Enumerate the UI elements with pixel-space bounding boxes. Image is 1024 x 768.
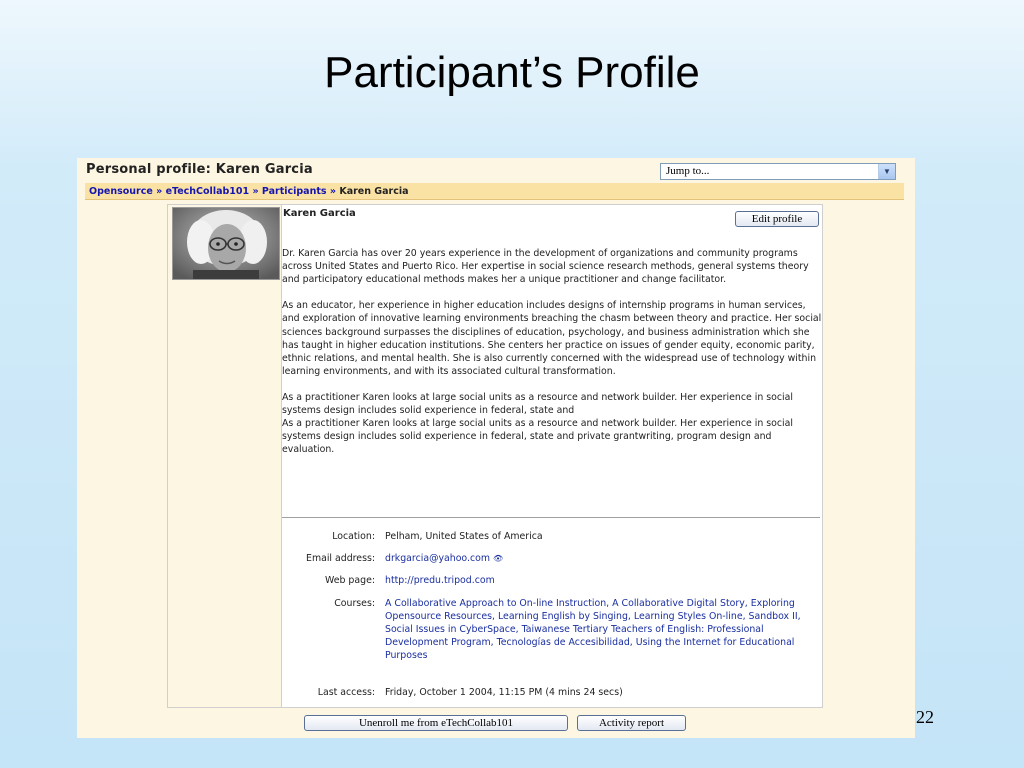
avatar-column — [168, 205, 282, 707]
profile-name: Karen Garcia — [283, 208, 356, 219]
email-label: Email address: — [306, 553, 375, 564]
jump-to-value: Jump to... — [666, 165, 710, 177]
webpage-link[interactable]: http://predu.tripod.com — [385, 575, 495, 586]
email-link[interactable]: drkgarcia@yahoo.com — [385, 553, 491, 564]
description-paragraph: As a practitioner Karen looks at large social units as a resource and network builder. Her experience in social systems design includes solid experience in federal, state and As a practitioner Karen looks at large social units as a resource and network builder. Her experience in social systems design includes solid experience in federal, state and private grantwriting, program design and evaluation. — [282, 392, 794, 456]
lastaccess-value: Friday, October 1 2004, 11:15 PM (4 mins 24 secs) — [385, 687, 623, 698]
courses-links[interactable]: A Collaborative Approach to On-line Instruction, A Collaborative Digital Story, Exploring Opensource Resources, Learning English by Singing, Learning Styles On-line, Sandbox II, Social Issues in CyberSpace, Taiwanese Tertiary Teachers of English: Professional Development Program, Tecnologías de Accesibilidad, Using the Internet for Educational Purposes — [385, 598, 801, 662]
edit-profile-button[interactable]: Edit profile — [735, 211, 819, 227]
lastaccess-label: Last access: — [317, 687, 375, 698]
breadcrumb-link-course[interactable]: eTechCollab101 — [165, 186, 250, 197]
chevron-down-icon[interactable]: ▼ — [878, 164, 895, 179]
breadcrumb-separator: » — [156, 186, 163, 197]
breadcrumb-separator: » — [329, 186, 337, 197]
description-paragraph: Dr. Karen Garcia has over 20 years experience in the development of organizations and community programs across United States and Puerto Rico. Her expertise in social science research methods, general systems theory and participatory educational methods makes her a unique practitioner and change facilitator. — [282, 248, 809, 286]
avatar — [172, 207, 280, 280]
description-paragraph: As an educator, her experience in higher education includes designs of internship programs in human services, and exploration of innovative learning environments breaching the chasm between theory and practice. Her social sciences background surpasses the disciplines of education, psychology, and business administration which she has taught in higher education institutions. She centers her practice on issues of gender equity, economic parity, ethnic relations, and mental health. She is also currently concerned with the widespread use of technology within learning environments, and with its associated cultural transformation. — [282, 300, 822, 377]
profile-description — [282, 247, 822, 470]
breadcrumb-link-opensource[interactable]: Opensource — [89, 186, 153, 197]
breadcrumb-current: Karen Garcia — [339, 186, 409, 197]
breadcrumb — [85, 183, 904, 200]
breadcrumb-separator: » — [252, 186, 259, 197]
location-label: Location: — [332, 531, 375, 542]
divider — [282, 517, 820, 518]
activity-report-button[interactable]: Activity report — [577, 715, 686, 731]
courses-label: Courses: — [334, 598, 375, 609]
slide-number: 22 — [916, 707, 934, 727]
slide-title: Participant’s Profile — [324, 48, 700, 97]
location-value: Pelham, United States of America — [385, 531, 543, 542]
breadcrumb-link-participants[interactable]: Participants — [261, 186, 327, 197]
profile-screenshot — [77, 158, 915, 738]
unenroll-button[interactable]: Unenroll me from eTechCollab101 — [304, 715, 568, 731]
jump-to-select[interactable] — [660, 163, 896, 180]
webpage-label: Web page: — [325, 575, 375, 586]
profile-heading: Personal profile: Karen Garcia — [86, 162, 313, 177]
avatar-photo — [173, 208, 279, 279]
page-header — [77, 158, 915, 182]
eye-icon[interactable]: 👁 — [493, 554, 504, 563]
profile-card — [167, 204, 823, 708]
